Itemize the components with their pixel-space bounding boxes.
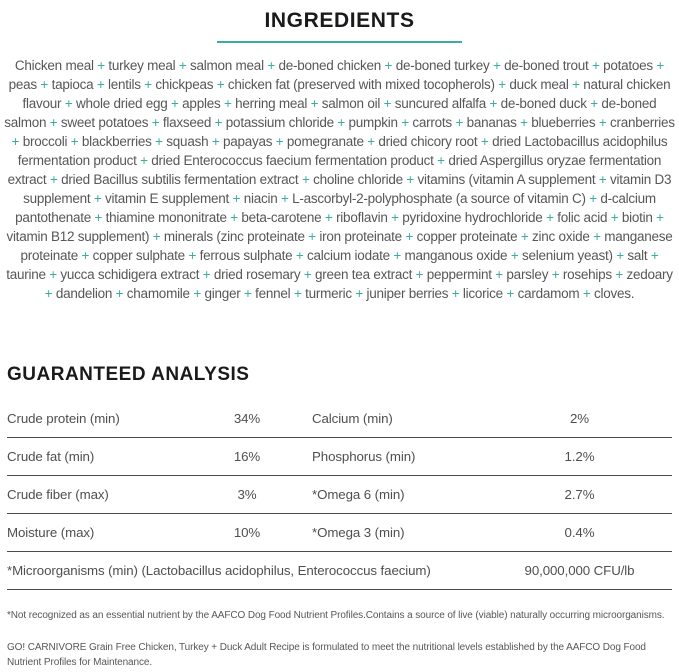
ingredients-title: INGREDIENTS [264, 9, 415, 32]
table-row [7, 514, 672, 552]
nutrient-value: 34% [233, 411, 261, 426]
table-row [7, 438, 672, 476]
ingredients-header [0, 0, 679, 43]
footnote-aafco-nutrient: *Not recognized as an essential nutrient by the AAFCO Dog Food Nutrient Profiles.Contains a source of live (viable) naturally occurring microorganisms. [7, 610, 665, 621]
teal-divider-rule [217, 41, 462, 43]
table-row [7, 476, 672, 514]
nutrient-label: Phosphorus (min) [312, 449, 416, 464]
nutrient-value: 10% [233, 525, 261, 540]
nutrient-value: 0.4% [564, 525, 595, 540]
nutrient-value: 2.7% [564, 487, 595, 502]
nutrient-value: 16% [233, 449, 261, 464]
guaranteed-analysis-table [7, 400, 672, 590]
nutrient-value: 1.2% [564, 449, 595, 464]
nutrient-label: *Omega 3 (min) [312, 525, 405, 540]
nutrient-label: *Microorganisms (min) (Lactobacillus acidophilus, Enterococcus faecium) [7, 563, 431, 578]
nutrient-value: 2% [569, 411, 590, 426]
nutrient-label: Calcium (min) [312, 411, 393, 426]
nutrient-label: *Omega 6 (min) [312, 487, 405, 502]
table-row [7, 400, 672, 438]
nutrient-label: Crude fat (min) [7, 449, 95, 464]
ingredients-paragraph: Chicken meal + turkey meal + salmon meal + de-boned chicken + de-boned turkey + de-boned trout + potatoes + peas + tapioca + lentils + chickpeas + chicken fat (preserved with mixed tocopherols) + duck meal + natural chicken flavour + whole dried egg + apples + herring meal + salmon oil + suncured alfalfa + de-boned duck + de-boned salmon + sweet potatoes + flaxseed + potassium chloride + pumpkin + carrots + bananas + blueberries + cranberries + broccoli + blackberries + squash + papayas + pomegranate + dried chicory root + dried Lactobacillus acidophilus fermentation product + dried Enterococcus faecium fermentation product + dried Aspergillus oryzae fermentation extract + dried Bacillus subtilis fermentation extract + choline chloride + vitamins (vitamin A supplement + vitamin D3 supplement + vitamin E supplement + niacin + L-ascorbyl-2-polyphosphate (a source of vitamin C) + d-calcium pantothenate + thiamine mononitrate + beta-carotene + riboflavin + pyridoxine hydrochloride + folic acid + biotin + vitamin B12 supplement) + minerals (zinc proteinate + iron proteinate + copper proteinate + zinc oxide + manganese proteinate + copper sulphate + ferrous sulphate + calcium iodate + manganous oxide + selenium yeast) + salt + taurine + yucca schidigera extract + dried rosemary + green tea extract + peppermint + parsley + rosehips + zedoary + dandelion + chamomile + ginger + fennel + turmeric + juniper berries + licorice + cardamom + cloves. [4, 58, 675, 301]
footnote-formulation-statement: GO! CARNIVORE Grain Free Chicken, Turkey + Duck Adult Recipe is formulated to meet the nutritional levels established by the AAFCO Dog Food Nutrient Profiles for Maintenance. [7, 642, 646, 668]
nutrient-label: Moisture (max) [7, 525, 95, 540]
nutrient-label: Crude fiber (max) [7, 487, 109, 502]
nutrient-value: 90,000,000 CFU/lb [524, 563, 635, 578]
guaranteed-analysis-title: GUARANTEED ANALYSIS [7, 364, 250, 385]
table-row-microorganisms [7, 552, 672, 590]
nutrient-value: 3% [237, 487, 257, 502]
nutrient-label: Crude protein (min) [7, 411, 120, 426]
